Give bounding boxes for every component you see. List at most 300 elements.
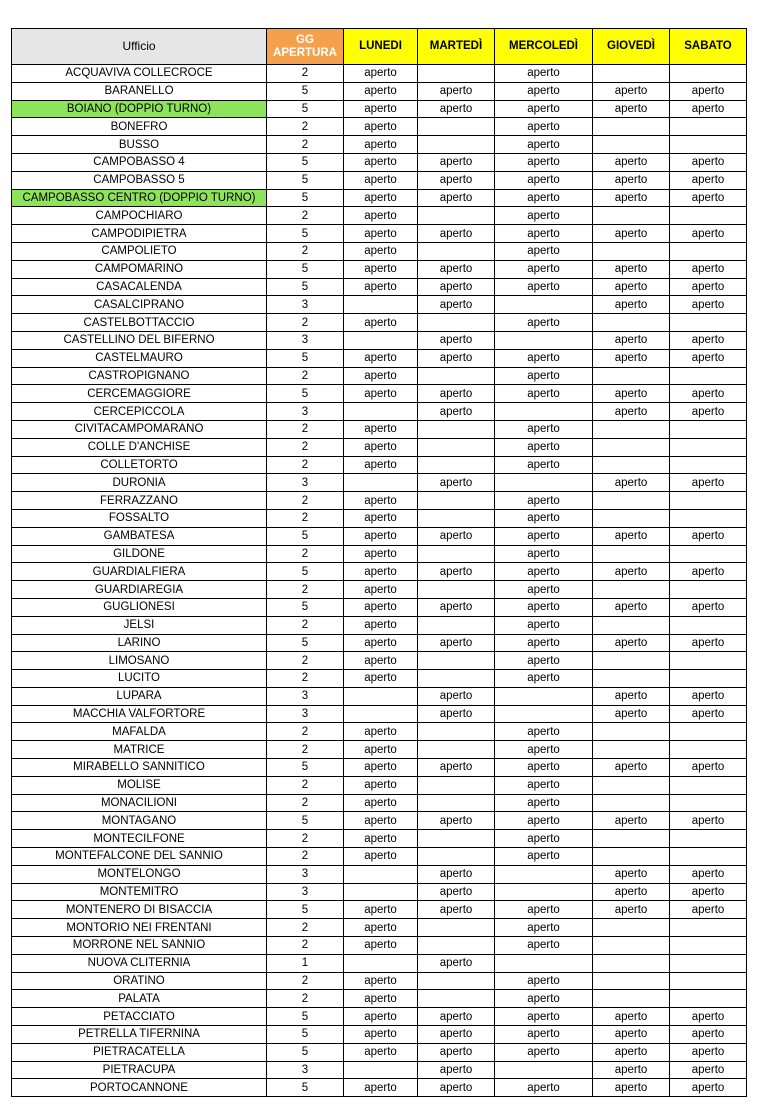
cell-mercoledi: aperto <box>495 1043 593 1061</box>
cell-martedi: aperto <box>418 1026 495 1044</box>
header-ufficio: Ufficio <box>12 29 267 65</box>
cell-lunedi <box>344 687 418 705</box>
cell-martedi <box>418 794 495 812</box>
table-row <box>12 385 747 403</box>
cell-sabato: aperto <box>670 474 747 492</box>
cell-martedi: aperto <box>418 598 495 616</box>
cell-giovedi: aperto <box>593 474 670 492</box>
cell-mercoledi: aperto <box>495 794 593 812</box>
cell-sabato: aperto <box>670 759 747 777</box>
cell-giovedi <box>593 545 670 563</box>
table-row <box>12 331 747 349</box>
cell-giovedi: aperto <box>593 189 670 207</box>
cell-lunedi: aperto <box>344 207 418 225</box>
cell-giovedi <box>593 367 670 385</box>
cell-martedi: aperto <box>418 865 495 883</box>
cell-sabato <box>670 509 747 527</box>
table-row <box>12 509 747 527</box>
cell-lunedi <box>344 865 418 883</box>
cell-mercoledi: aperto <box>495 100 593 118</box>
cell-lunedi: aperto <box>344 616 418 634</box>
cell-mercoledi: aperto <box>495 581 593 599</box>
cell-gg-apertura: 5 <box>267 1079 344 1097</box>
cell-lunedi: aperto <box>344 652 418 670</box>
cell-giovedi: aperto <box>593 759 670 777</box>
table-row <box>12 492 747 510</box>
cell-mercoledi <box>495 403 593 421</box>
cell-lunedi: aperto <box>344 581 418 599</box>
table-row <box>12 883 747 901</box>
cell-martedi <box>418 670 495 688</box>
cell-lunedi: aperto <box>344 82 418 100</box>
cell-mercoledi: aperto <box>495 118 593 136</box>
cell-sabato: aperto <box>670 1061 747 1079</box>
cell-ufficio: GILDONE <box>12 545 267 563</box>
cell-martedi: aperto <box>418 1061 495 1079</box>
cell-sabato: aperto <box>670 331 747 349</box>
cell-lunedi: aperto <box>344 1026 418 1044</box>
cell-martedi <box>418 616 495 634</box>
cell-giovedi: aperto <box>593 883 670 901</box>
cell-martedi: aperto <box>418 331 495 349</box>
cell-ufficio: CAMPOBASSO 4 <box>12 153 267 171</box>
cell-ufficio: GUGLIONESI <box>12 598 267 616</box>
cell-sabato <box>670 741 747 759</box>
cell-martedi <box>418 990 495 1008</box>
cell-ufficio: MACCHIA VALFORTORE <box>12 705 267 723</box>
cell-lunedi: aperto <box>344 972 418 990</box>
cell-lunedi: aperto <box>344 759 418 777</box>
table-row <box>12 296 747 314</box>
cell-ufficio: MOLISE <box>12 776 267 794</box>
table-row <box>12 830 747 848</box>
cell-gg-apertura: 2 <box>267 492 344 510</box>
cell-ufficio: MAFALDA <box>12 723 267 741</box>
cell-ufficio: PIETRACUPA <box>12 1061 267 1079</box>
cell-lunedi: aperto <box>344 65 418 83</box>
cell-giovedi: aperto <box>593 403 670 421</box>
table-row <box>12 705 747 723</box>
cell-martedi: aperto <box>418 189 495 207</box>
cell-lunedi: aperto <box>344 225 418 243</box>
table-row <box>12 563 747 581</box>
cell-lunedi: aperto <box>344 349 418 367</box>
cell-giovedi: aperto <box>593 385 670 403</box>
cell-giovedi: aperto <box>593 296 670 314</box>
cell-mercoledi: aperto <box>495 598 593 616</box>
cell-martedi <box>418 367 495 385</box>
cell-lunedi: aperto <box>344 242 418 260</box>
cell-sabato <box>670 242 747 260</box>
cell-gg-apertura: 3 <box>267 331 344 349</box>
cell-mercoledi: aperto <box>495 65 593 83</box>
cell-sabato: aperto <box>670 527 747 545</box>
cell-lunedi <box>344 331 418 349</box>
cell-martedi <box>418 581 495 599</box>
cell-mercoledi: aperto <box>495 563 593 581</box>
cell-mercoledi <box>495 865 593 883</box>
cell-martedi: aperto <box>418 954 495 972</box>
cell-gg-apertura: 2 <box>267 456 344 474</box>
cell-giovedi <box>593 65 670 83</box>
cell-giovedi <box>593 972 670 990</box>
cell-martedi: aperto <box>418 812 495 830</box>
cell-martedi: aperto <box>418 296 495 314</box>
cell-mercoledi <box>495 883 593 901</box>
cell-sabato <box>670 438 747 456</box>
cell-giovedi <box>593 616 670 634</box>
cell-sabato: aperto <box>670 705 747 723</box>
cell-mercoledi: aperto <box>495 367 593 385</box>
cell-gg-apertura: 2 <box>267 314 344 332</box>
cell-gg-apertura: 5 <box>267 527 344 545</box>
table-row <box>12 474 747 492</box>
cell-martedi <box>418 242 495 260</box>
cell-martedi: aperto <box>418 100 495 118</box>
cell-giovedi <box>593 848 670 866</box>
cell-sabato: aperto <box>670 883 747 901</box>
cell-mercoledi: aperto <box>495 937 593 955</box>
cell-giovedi: aperto <box>593 260 670 278</box>
cell-ufficio: ORATINO <box>12 972 267 990</box>
schedule-sheet <box>11 28 747 1097</box>
header-mercoledi: MERCOLEDÌ <box>495 29 593 65</box>
cell-gg-apertura: 5 <box>267 189 344 207</box>
cell-gg-apertura: 2 <box>267 438 344 456</box>
cell-sabato <box>670 367 747 385</box>
table-row <box>12 82 747 100</box>
cell-lunedi <box>344 296 418 314</box>
cell-lunedi: aperto <box>344 100 418 118</box>
cell-gg-apertura: 2 <box>267 118 344 136</box>
table-row <box>12 759 747 777</box>
cell-lunedi: aperto <box>344 189 418 207</box>
cell-ufficio: LIMOSANO <box>12 652 267 670</box>
cell-mercoledi: aperto <box>495 82 593 100</box>
cell-martedi: aperto <box>418 403 495 421</box>
table-row <box>12 278 747 296</box>
cell-giovedi: aperto <box>593 1061 670 1079</box>
table-row <box>12 1026 747 1044</box>
cell-giovedi: aperto <box>593 901 670 919</box>
cell-martedi: aperto <box>418 687 495 705</box>
cell-mercoledi: aperto <box>495 1026 593 1044</box>
cell-gg-apertura: 2 <box>267 242 344 260</box>
table-row <box>12 723 747 741</box>
table-row <box>12 153 747 171</box>
cell-giovedi: aperto <box>593 865 670 883</box>
cell-martedi: aperto <box>418 563 495 581</box>
cell-mercoledi: aperto <box>495 741 593 759</box>
cell-mercoledi: aperto <box>495 314 593 332</box>
cell-martedi: aperto <box>418 901 495 919</box>
cell-gg-apertura: 2 <box>267 581 344 599</box>
cell-lunedi: aperto <box>344 634 418 652</box>
table-row <box>12 527 747 545</box>
cell-giovedi <box>593 937 670 955</box>
cell-lunedi: aperto <box>344 171 418 189</box>
cell-ufficio: GUARDIAREGIA <box>12 581 267 599</box>
cell-ufficio: CIVITACAMPOMARANO <box>12 420 267 438</box>
cell-giovedi <box>593 242 670 260</box>
cell-gg-apertura: 5 <box>267 1043 344 1061</box>
cell-gg-apertura: 5 <box>267 225 344 243</box>
cell-lunedi: aperto <box>344 563 418 581</box>
cell-lunedi: aperto <box>344 118 418 136</box>
cell-lunedi <box>344 705 418 723</box>
cell-martedi <box>418 919 495 937</box>
cell-giovedi <box>593 207 670 225</box>
table-row <box>12 136 747 154</box>
cell-sabato <box>670 830 747 848</box>
cell-gg-apertura: 3 <box>267 1061 344 1079</box>
table-row <box>12 652 747 670</box>
cell-ufficio: CASALCIPRANO <box>12 296 267 314</box>
cell-giovedi <box>593 492 670 510</box>
cell-sabato <box>670 65 747 83</box>
cell-martedi <box>418 776 495 794</box>
cell-ufficio: MONTEFALCONE DEL SANNIO <box>12 848 267 866</box>
cell-sabato: aperto <box>670 385 747 403</box>
cell-gg-apertura: 2 <box>267 972 344 990</box>
header-martedi: MARTEDÌ <box>418 29 495 65</box>
cell-sabato: aperto <box>670 865 747 883</box>
table-row <box>12 207 747 225</box>
cell-lunedi: aperto <box>344 420 418 438</box>
table-row <box>12 260 747 278</box>
cell-mercoledi: aperto <box>495 171 593 189</box>
table-row <box>12 865 747 883</box>
cell-lunedi: aperto <box>344 776 418 794</box>
cell-giovedi: aperto <box>593 278 670 296</box>
schedule-table <box>11 28 747 1097</box>
cell-lunedi: aperto <box>344 260 418 278</box>
cell-gg-apertura: 5 <box>267 278 344 296</box>
cell-martedi <box>418 723 495 741</box>
cell-mercoledi: aperto <box>495 901 593 919</box>
cell-gg-apertura: 2 <box>267 794 344 812</box>
cell-lunedi: aperto <box>344 848 418 866</box>
cell-lunedi: aperto <box>344 919 418 937</box>
cell-gg-apertura: 5 <box>267 598 344 616</box>
cell-ufficio: CERCEMAGGIORE <box>12 385 267 403</box>
cell-sabato: aperto <box>670 171 747 189</box>
cell-gg-apertura: 3 <box>267 687 344 705</box>
cell-lunedi: aperto <box>344 314 418 332</box>
cell-sabato: aperto <box>670 153 747 171</box>
cell-gg-apertura: 5 <box>267 82 344 100</box>
header-gg-line1: GG <box>296 33 314 46</box>
cell-mercoledi <box>495 954 593 972</box>
cell-giovedi <box>593 830 670 848</box>
table-row <box>12 901 747 919</box>
cell-mercoledi: aperto <box>495 225 593 243</box>
table-row <box>12 171 747 189</box>
table-row <box>12 100 747 118</box>
cell-martedi: aperto <box>418 349 495 367</box>
cell-mercoledi: aperto <box>495 972 593 990</box>
cell-lunedi: aperto <box>344 990 418 1008</box>
cell-lunedi: aperto <box>344 456 418 474</box>
cell-gg-apertura: 2 <box>267 848 344 866</box>
table-row <box>12 118 747 136</box>
cell-mercoledi: aperto <box>495 759 593 777</box>
cell-martedi: aperto <box>418 1043 495 1061</box>
cell-ufficio: LUCITO <box>12 670 267 688</box>
cell-giovedi: aperto <box>593 171 670 189</box>
cell-sabato <box>670 136 747 154</box>
cell-lunedi: aperto <box>344 153 418 171</box>
cell-mercoledi: aperto <box>495 527 593 545</box>
cell-martedi: aperto <box>418 883 495 901</box>
cell-lunedi: aperto <box>344 136 418 154</box>
cell-ufficio: MONTECILFONE <box>12 830 267 848</box>
cell-sabato: aperto <box>670 687 747 705</box>
cell-giovedi: aperto <box>593 82 670 100</box>
cell-sabato <box>670 919 747 937</box>
cell-giovedi: aperto <box>593 225 670 243</box>
cell-giovedi: aperto <box>593 1043 670 1061</box>
cell-ufficio: GAMBATESA <box>12 527 267 545</box>
cell-giovedi: aperto <box>593 153 670 171</box>
cell-mercoledi: aperto <box>495 207 593 225</box>
cell-sabato: aperto <box>670 563 747 581</box>
table-row <box>12 545 747 563</box>
cell-sabato <box>670 972 747 990</box>
cell-lunedi: aperto <box>344 545 418 563</box>
cell-gg-apertura: 3 <box>267 705 344 723</box>
header-giovedi: GIOVEDÌ <box>593 29 670 65</box>
cell-lunedi: aperto <box>344 492 418 510</box>
cell-giovedi <box>593 990 670 1008</box>
cell-martedi <box>418 314 495 332</box>
cell-sabato <box>670 545 747 563</box>
cell-martedi <box>418 937 495 955</box>
cell-giovedi: aperto <box>593 100 670 118</box>
cell-ufficio: BOIANO (DOPPIO TURNO) <box>12 100 267 118</box>
table-row <box>12 954 747 972</box>
cell-gg-apertura: 5 <box>267 153 344 171</box>
cell-martedi: aperto <box>418 527 495 545</box>
table-row <box>12 687 747 705</box>
cell-giovedi: aperto <box>593 1079 670 1097</box>
cell-mercoledi: aperto <box>495 242 593 260</box>
cell-ufficio: CASACALENDA <box>12 278 267 296</box>
table-row <box>12 367 747 385</box>
cell-mercoledi: aperto <box>495 848 593 866</box>
cell-giovedi <box>593 438 670 456</box>
cell-giovedi: aperto <box>593 1008 670 1026</box>
cell-mercoledi <box>495 1061 593 1079</box>
cell-giovedi <box>593 509 670 527</box>
cell-martedi: aperto <box>418 260 495 278</box>
table-row <box>12 741 747 759</box>
cell-lunedi: aperto <box>344 1008 418 1026</box>
cell-giovedi: aperto <box>593 705 670 723</box>
cell-sabato <box>670 652 747 670</box>
cell-martedi: aperto <box>418 225 495 243</box>
cell-giovedi: aperto <box>593 812 670 830</box>
cell-lunedi: aperto <box>344 723 418 741</box>
cell-martedi <box>418 420 495 438</box>
table-row <box>12 1008 747 1026</box>
cell-martedi <box>418 848 495 866</box>
table-row <box>12 794 747 812</box>
cell-sabato <box>670 776 747 794</box>
table-row <box>12 420 747 438</box>
table-row <box>12 438 747 456</box>
cell-martedi: aperto <box>418 1008 495 1026</box>
cell-ufficio: MONACILIONI <box>12 794 267 812</box>
table-row <box>12 1079 747 1097</box>
cell-mercoledi: aperto <box>495 670 593 688</box>
cell-ufficio: PIETRACATELLA <box>12 1043 267 1061</box>
cell-ufficio: FOSSALTO <box>12 509 267 527</box>
header-sabato: SABATO <box>670 29 747 65</box>
cell-lunedi: aperto <box>344 278 418 296</box>
cell-mercoledi: aperto <box>495 990 593 1008</box>
cell-mercoledi <box>495 296 593 314</box>
cell-gg-apertura: 3 <box>267 865 344 883</box>
cell-mercoledi: aperto <box>495 652 593 670</box>
cell-gg-apertura: 5 <box>267 1026 344 1044</box>
cell-sabato: aperto <box>670 349 747 367</box>
cell-ufficio: PETRELLA TIFERNINA <box>12 1026 267 1044</box>
cell-ufficio: FERRAZZANO <box>12 492 267 510</box>
cell-martedi <box>418 438 495 456</box>
cell-giovedi <box>593 456 670 474</box>
cell-gg-apertura: 2 <box>267 830 344 848</box>
cell-sabato: aperto <box>670 1079 747 1097</box>
table-row <box>12 65 747 83</box>
table-row <box>12 314 747 332</box>
table-row <box>12 242 747 260</box>
cell-gg-apertura: 5 <box>267 260 344 278</box>
cell-sabato <box>670 616 747 634</box>
cell-sabato <box>670 314 747 332</box>
cell-gg-apertura: 2 <box>267 776 344 794</box>
cell-gg-apertura: 5 <box>267 1008 344 1026</box>
cell-ufficio: MIRABELLO SANNITICO <box>12 759 267 777</box>
cell-giovedi <box>593 776 670 794</box>
cell-mercoledi: aperto <box>495 260 593 278</box>
cell-martedi <box>418 509 495 527</box>
cell-giovedi: aperto <box>593 331 670 349</box>
table-row <box>12 1061 747 1079</box>
cell-martedi: aperto <box>418 1079 495 1097</box>
cell-mercoledi <box>495 331 593 349</box>
cell-martedi <box>418 830 495 848</box>
cell-mercoledi: aperto <box>495 812 593 830</box>
cell-gg-apertura: 5 <box>267 349 344 367</box>
cell-gg-apertura: 1 <box>267 954 344 972</box>
cell-mercoledi: aperto <box>495 509 593 527</box>
cell-martedi: aperto <box>418 759 495 777</box>
cell-giovedi <box>593 919 670 937</box>
cell-martedi: aperto <box>418 82 495 100</box>
cell-ufficio: CAMPOLIETO <box>12 242 267 260</box>
cell-ufficio: PORTOCANNONE <box>12 1079 267 1097</box>
cell-ufficio: BARANELLO <box>12 82 267 100</box>
cell-gg-apertura: 2 <box>267 723 344 741</box>
header-gg-apertura <box>267 29 344 65</box>
cell-giovedi <box>593 723 670 741</box>
cell-giovedi <box>593 954 670 972</box>
cell-lunedi: aperto <box>344 1043 418 1061</box>
cell-sabato: aperto <box>670 812 747 830</box>
cell-mercoledi: aperto <box>495 1079 593 1097</box>
cell-lunedi: aperto <box>344 509 418 527</box>
